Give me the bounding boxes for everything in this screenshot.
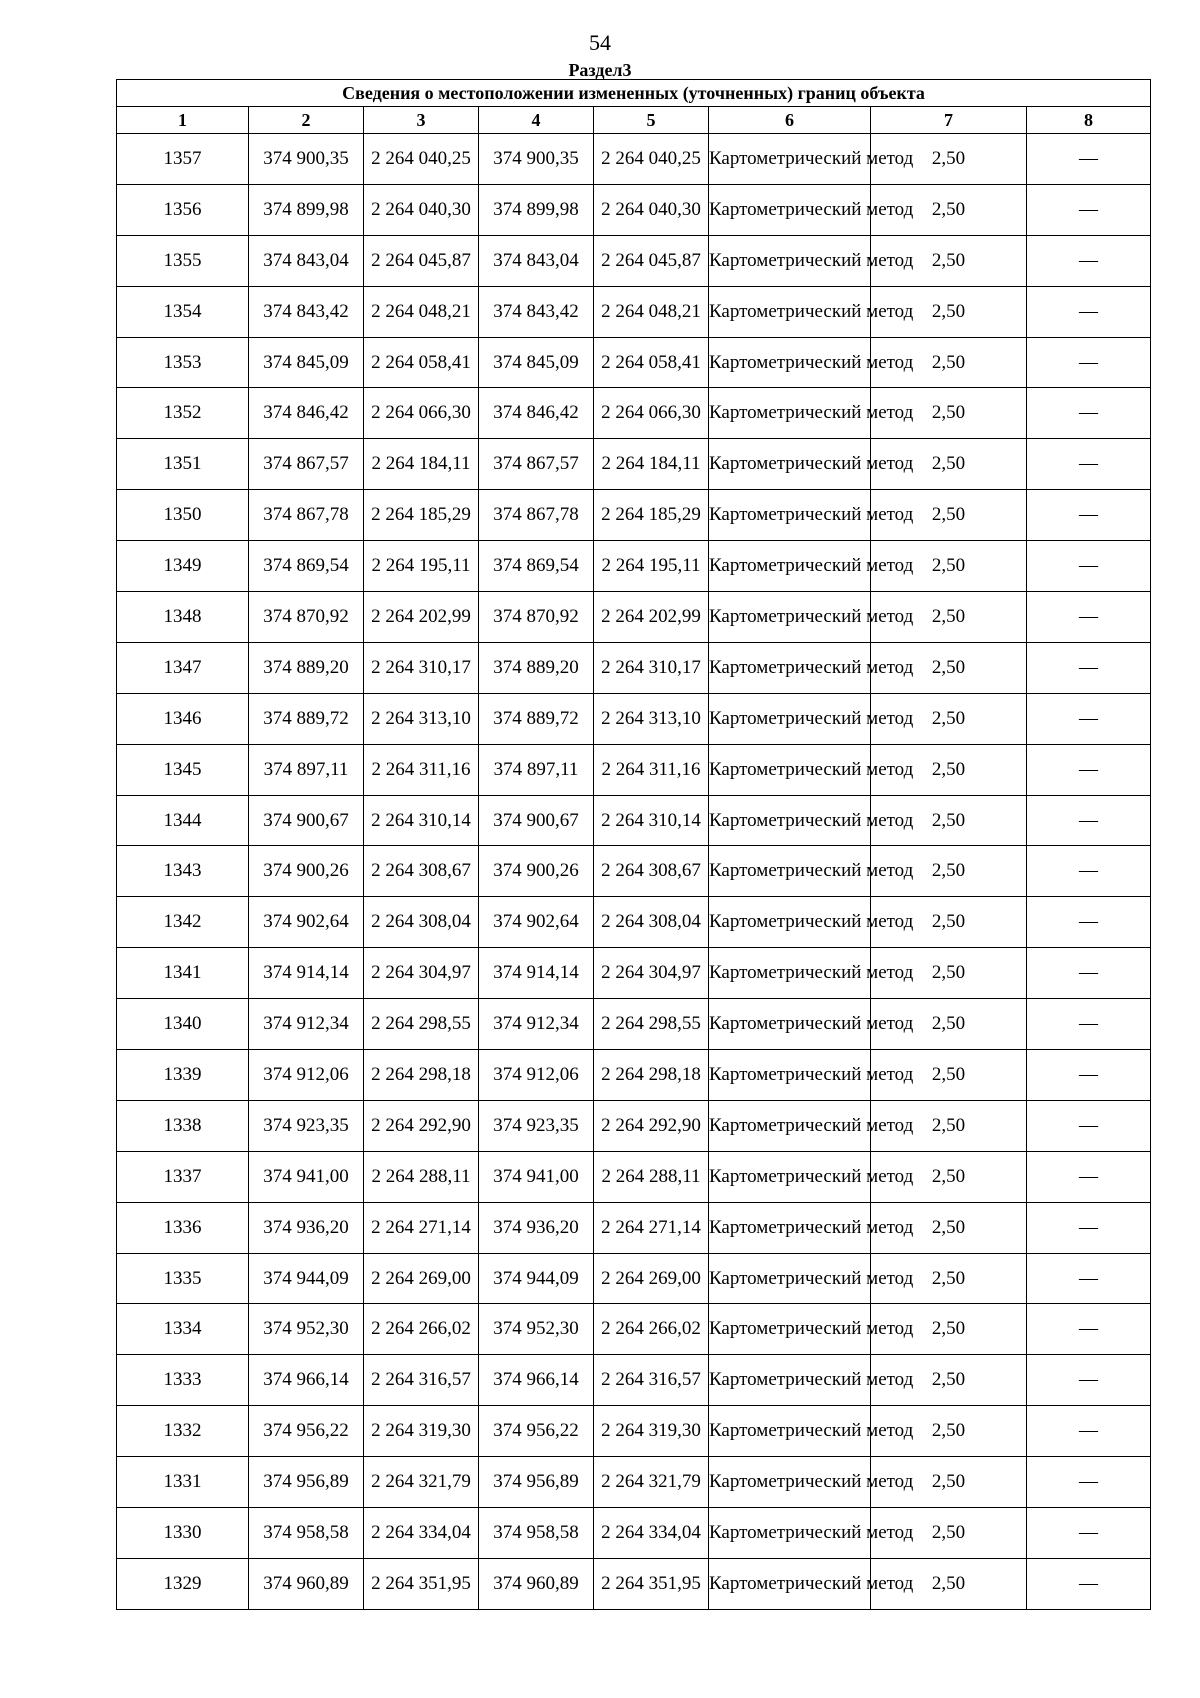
description-cell: — xyxy=(1027,897,1151,948)
x-new-cell: 374 941,00 xyxy=(479,1151,594,1202)
x-new-cell: 374 944,09 xyxy=(479,1253,594,1304)
description-cell: — xyxy=(1027,1457,1151,1508)
y-old-cell: 2 264 045,87 xyxy=(364,235,479,286)
x-new-cell: 374 900,35 xyxy=(479,134,594,185)
accuracy-cell: 2,50 xyxy=(871,134,1027,185)
y-new-cell: 2 264 313,10 xyxy=(594,693,709,744)
table-row xyxy=(117,337,1151,388)
method-cell: Картометрический метод xyxy=(709,1100,871,1151)
method-cell: Картометрический метод xyxy=(709,1304,871,1355)
y-old-cell: 2 264 304,97 xyxy=(364,948,479,999)
table-row xyxy=(117,439,1151,490)
accuracy-cell: 2,50 xyxy=(871,897,1027,948)
y-old-cell: 2 264 319,30 xyxy=(364,1406,479,1457)
column-header: 3 xyxy=(364,107,479,134)
x-old-cell: 374 843,42 xyxy=(249,286,364,337)
point-number-cell: 1335 xyxy=(117,1253,249,1304)
y-new-cell: 2 264 045,87 xyxy=(594,235,709,286)
description-cell: — xyxy=(1027,490,1151,541)
point-number-cell: 1337 xyxy=(117,1151,249,1202)
column-header: 1 xyxy=(117,107,249,134)
y-old-cell: 2 264 271,14 xyxy=(364,1202,479,1253)
x-old-cell: 374 897,11 xyxy=(249,744,364,795)
x-new-cell: 374 869,54 xyxy=(479,541,594,592)
section-title: Раздел3 xyxy=(568,60,632,80)
x-new-cell: 374 912,34 xyxy=(479,999,594,1050)
y-new-cell: 2 264 040,30 xyxy=(594,184,709,235)
y-old-cell: 2 264 321,79 xyxy=(364,1457,479,1508)
x-old-cell: 374 889,72 xyxy=(249,693,364,744)
x-new-cell: 374 889,20 xyxy=(479,642,594,693)
y-new-cell: 2 264 202,99 xyxy=(594,592,709,643)
y-new-cell: 2 264 288,11 xyxy=(594,1151,709,1202)
description-cell: — xyxy=(1027,1202,1151,1253)
method-cell: Картометрический метод xyxy=(709,337,871,388)
point-number-cell: 1340 xyxy=(117,999,249,1050)
column-header: 5 xyxy=(594,107,709,134)
x-old-cell: 374 843,04 xyxy=(249,235,364,286)
y-new-cell: 2 264 040,25 xyxy=(594,134,709,185)
table-row xyxy=(117,1508,1151,1559)
y-new-cell: 2 264 319,30 xyxy=(594,1406,709,1457)
table-row xyxy=(117,490,1151,541)
method-cell: Картометрический метод xyxy=(709,541,871,592)
point-number-cell: 1332 xyxy=(117,1406,249,1457)
x-new-cell: 374 923,35 xyxy=(479,1100,594,1151)
table-row xyxy=(117,235,1151,286)
y-old-cell: 2 264 269,00 xyxy=(364,1253,479,1304)
y-new-cell: 2 264 321,79 xyxy=(594,1457,709,1508)
point-number-cell: 1351 xyxy=(117,439,249,490)
column-header: 4 xyxy=(479,107,594,134)
page-number: 54 xyxy=(589,30,611,55)
point-number-cell: 1339 xyxy=(117,1050,249,1101)
method-cell: Картометрический метод xyxy=(709,642,871,693)
x-old-cell: 374 846,42 xyxy=(249,388,364,439)
point-number-cell: 1344 xyxy=(117,795,249,846)
method-cell: Картометрический метод xyxy=(709,999,871,1050)
y-new-cell: 2 264 351,95 xyxy=(594,1558,709,1609)
accuracy-cell: 2,50 xyxy=(871,1253,1027,1304)
x-new-cell: 374 900,26 xyxy=(479,846,594,897)
y-new-cell: 2 264 298,55 xyxy=(594,999,709,1050)
x-new-cell: 374 914,14 xyxy=(479,948,594,999)
point-number-cell: 1338 xyxy=(117,1100,249,1151)
description-cell: — xyxy=(1027,235,1151,286)
x-old-cell: 374 966,14 xyxy=(249,1355,364,1406)
x-old-cell: 374 899,98 xyxy=(249,184,364,235)
method-cell: Картометрический метод xyxy=(709,1253,871,1304)
method-cell: Картометрический метод xyxy=(709,897,871,948)
table-row xyxy=(117,1304,1151,1355)
description-cell: — xyxy=(1027,948,1151,999)
accuracy-cell: 2,50 xyxy=(871,642,1027,693)
method-cell: Картометрический метод xyxy=(709,693,871,744)
method-cell: Картометрический метод xyxy=(709,1457,871,1508)
y-new-cell: 2 264 266,02 xyxy=(594,1304,709,1355)
y-old-cell: 2 264 334,04 xyxy=(364,1508,479,1559)
y-new-cell: 2 264 308,04 xyxy=(594,897,709,948)
description-cell: — xyxy=(1027,1100,1151,1151)
description-cell: — xyxy=(1027,439,1151,490)
x-old-cell: 374 960,89 xyxy=(249,1558,364,1609)
description-cell: — xyxy=(1027,642,1151,693)
table-caption: Сведения о местоположении измененных (уточненных) границ объекта xyxy=(117,80,1151,107)
x-new-cell: 374 897,11 xyxy=(479,744,594,795)
y-new-cell: 2 264 184,11 xyxy=(594,439,709,490)
description-cell: — xyxy=(1027,999,1151,1050)
accuracy-cell: 2,50 xyxy=(871,846,1027,897)
column-header: 2 xyxy=(249,107,364,134)
y-new-cell: 2 264 316,57 xyxy=(594,1355,709,1406)
y-old-cell: 2 264 310,17 xyxy=(364,642,479,693)
table-row xyxy=(117,795,1151,846)
y-old-cell: 2 264 298,55 xyxy=(364,999,479,1050)
description-cell: — xyxy=(1027,1304,1151,1355)
description-cell: — xyxy=(1027,1050,1151,1101)
x-old-cell: 374 936,20 xyxy=(249,1202,364,1253)
y-new-cell: 2 264 304,97 xyxy=(594,948,709,999)
table-row xyxy=(117,1457,1151,1508)
table-row xyxy=(117,592,1151,643)
point-number-cell: 1343 xyxy=(117,846,249,897)
y-old-cell: 2 264 288,11 xyxy=(364,1151,479,1202)
method-cell: Картометрический метод xyxy=(709,490,871,541)
accuracy-cell: 2,50 xyxy=(871,1151,1027,1202)
x-old-cell: 374 956,89 xyxy=(249,1457,364,1508)
x-old-cell: 374 867,57 xyxy=(249,439,364,490)
description-cell: — xyxy=(1027,1355,1151,1406)
accuracy-cell: 2,50 xyxy=(871,184,1027,235)
method-cell: Картометрический метод xyxy=(709,1202,871,1253)
point-number-cell: 1352 xyxy=(117,388,249,439)
x-old-cell: 374 952,30 xyxy=(249,1304,364,1355)
x-old-cell: 374 912,34 xyxy=(249,999,364,1050)
accuracy-cell: 2,50 xyxy=(871,439,1027,490)
table-row xyxy=(117,693,1151,744)
x-new-cell: 374 843,42 xyxy=(479,286,594,337)
description-cell: — xyxy=(1027,1558,1151,1609)
table-row xyxy=(117,948,1151,999)
method-cell: Картометрический метод xyxy=(709,286,871,337)
accuracy-cell: 2,50 xyxy=(871,592,1027,643)
x-old-cell: 374 941,00 xyxy=(249,1151,364,1202)
x-new-cell: 374 899,98 xyxy=(479,184,594,235)
y-old-cell: 2 264 066,30 xyxy=(364,388,479,439)
table-row xyxy=(117,1355,1151,1406)
y-old-cell: 2 264 185,29 xyxy=(364,490,479,541)
x-old-cell: 374 870,92 xyxy=(249,592,364,643)
y-old-cell: 2 264 310,14 xyxy=(364,795,479,846)
description-cell: — xyxy=(1027,693,1151,744)
x-new-cell: 374 902,64 xyxy=(479,897,594,948)
y-old-cell: 2 264 311,16 xyxy=(364,744,479,795)
y-old-cell: 2 264 202,99 xyxy=(364,592,479,643)
y-old-cell: 2 264 313,10 xyxy=(364,693,479,744)
method-cell: Картометрический метод xyxy=(709,184,871,235)
y-new-cell: 2 264 195,11 xyxy=(594,541,709,592)
y-new-cell: 2 264 308,67 xyxy=(594,846,709,897)
accuracy-cell: 2,50 xyxy=(871,693,1027,744)
y-new-cell: 2 264 311,16 xyxy=(594,744,709,795)
x-old-cell: 374 914,14 xyxy=(249,948,364,999)
method-cell: Картометрический метод xyxy=(709,948,871,999)
x-new-cell: 374 958,58 xyxy=(479,1508,594,1559)
description-cell: — xyxy=(1027,1406,1151,1457)
accuracy-cell: 2,50 xyxy=(871,1050,1027,1101)
method-cell: Картометрический метод xyxy=(709,1355,871,1406)
table-row xyxy=(117,286,1151,337)
method-cell: Картометрический метод xyxy=(709,388,871,439)
y-new-cell: 2 264 334,04 xyxy=(594,1508,709,1559)
x-old-cell: 374 845,09 xyxy=(249,337,364,388)
description-cell: — xyxy=(1027,134,1151,185)
x-old-cell: 374 900,26 xyxy=(249,846,364,897)
x-new-cell: 374 843,04 xyxy=(479,235,594,286)
column-header: 6 xyxy=(709,107,871,134)
x-old-cell: 374 958,58 xyxy=(249,1508,364,1559)
y-old-cell: 2 264 040,30 xyxy=(364,184,479,235)
table-row xyxy=(117,1100,1151,1151)
y-new-cell: 2 264 292,90 xyxy=(594,1100,709,1151)
point-number-cell: 1349 xyxy=(117,541,249,592)
y-old-cell: 2 264 266,02 xyxy=(364,1304,479,1355)
table-row xyxy=(117,744,1151,795)
x-old-cell: 374 869,54 xyxy=(249,541,364,592)
x-new-cell: 374 912,06 xyxy=(479,1050,594,1101)
point-number-cell: 1333 xyxy=(117,1355,249,1406)
method-cell: Картометрический метод xyxy=(709,1151,871,1202)
description-cell: — xyxy=(1027,1151,1151,1202)
table-row xyxy=(117,388,1151,439)
accuracy-cell: 2,50 xyxy=(871,1202,1027,1253)
point-number-cell: 1345 xyxy=(117,744,249,795)
accuracy-cell: 2,50 xyxy=(871,541,1027,592)
table-row xyxy=(117,1151,1151,1202)
y-old-cell: 2 264 048,21 xyxy=(364,286,479,337)
description-cell: — xyxy=(1027,795,1151,846)
method-cell: Картометрический метод xyxy=(709,795,871,846)
description-cell: — xyxy=(1027,1508,1151,1559)
y-old-cell: 2 264 058,41 xyxy=(364,337,479,388)
point-number-cell: 1356 xyxy=(117,184,249,235)
point-number-cell: 1342 xyxy=(117,897,249,948)
method-cell: Картометрический метод xyxy=(709,744,871,795)
table-row xyxy=(117,897,1151,948)
method-cell: Картометрический метод xyxy=(709,592,871,643)
x-new-cell: 374 956,22 xyxy=(479,1406,594,1457)
x-new-cell: 374 867,57 xyxy=(479,439,594,490)
y-new-cell: 2 264 185,29 xyxy=(594,490,709,541)
x-old-cell: 374 956,22 xyxy=(249,1406,364,1457)
x-new-cell: 374 956,89 xyxy=(479,1457,594,1508)
method-cell: Картометрический метод xyxy=(709,1050,871,1101)
table-body xyxy=(117,134,1151,1610)
table-row xyxy=(117,541,1151,592)
y-old-cell: 2 264 184,11 xyxy=(364,439,479,490)
description-cell: — xyxy=(1027,592,1151,643)
table-row xyxy=(117,1558,1151,1609)
description-cell: — xyxy=(1027,541,1151,592)
column-header: 8 xyxy=(1027,107,1151,134)
y-old-cell: 2 264 308,67 xyxy=(364,846,479,897)
column-header-row xyxy=(117,107,1151,134)
point-number-cell: 1334 xyxy=(117,1304,249,1355)
x-new-cell: 374 870,92 xyxy=(479,592,594,643)
accuracy-cell: 2,50 xyxy=(871,795,1027,846)
method-cell: Картометрический метод xyxy=(709,1508,871,1559)
description-cell: — xyxy=(1027,388,1151,439)
x-new-cell: 374 845,09 xyxy=(479,337,594,388)
accuracy-cell: 2,50 xyxy=(871,235,1027,286)
accuracy-cell: 2,50 xyxy=(871,490,1027,541)
accuracy-cell: 2,50 xyxy=(871,999,1027,1050)
y-old-cell: 2 264 316,57 xyxy=(364,1355,479,1406)
description-cell: — xyxy=(1027,1253,1151,1304)
accuracy-cell: 2,50 xyxy=(871,1558,1027,1609)
point-number-cell: 1341 xyxy=(117,948,249,999)
y-new-cell: 2 264 066,30 xyxy=(594,388,709,439)
point-number-cell: 1353 xyxy=(117,337,249,388)
method-cell: Картометрический метод xyxy=(709,439,871,490)
accuracy-cell: 2,50 xyxy=(871,1457,1027,1508)
x-old-cell: 374 912,06 xyxy=(249,1050,364,1101)
x-old-cell: 374 889,20 xyxy=(249,642,364,693)
y-old-cell: 2 264 298,18 xyxy=(364,1050,479,1101)
table-caption-row xyxy=(117,80,1151,107)
point-number-cell: 1347 xyxy=(117,642,249,693)
point-number-cell: 1346 xyxy=(117,693,249,744)
accuracy-cell: 2,50 xyxy=(871,388,1027,439)
y-new-cell: 2 264 271,14 xyxy=(594,1202,709,1253)
y-new-cell: 2 264 310,17 xyxy=(594,642,709,693)
table-row xyxy=(117,999,1151,1050)
description-cell: — xyxy=(1027,744,1151,795)
y-new-cell: 2 264 310,14 xyxy=(594,795,709,846)
point-number-cell: 1329 xyxy=(117,1558,249,1609)
y-new-cell: 2 264 058,41 xyxy=(594,337,709,388)
column-header: 7 xyxy=(871,107,1027,134)
point-number-cell: 1357 xyxy=(117,134,249,185)
point-number-cell: 1331 xyxy=(117,1457,249,1508)
coordinates-table xyxy=(116,79,1151,1610)
description-cell: — xyxy=(1027,337,1151,388)
table-row xyxy=(117,1202,1151,1253)
table-row xyxy=(117,642,1151,693)
y-old-cell: 2 264 351,95 xyxy=(364,1558,479,1609)
accuracy-cell: 2,50 xyxy=(871,1355,1027,1406)
point-number-cell: 1350 xyxy=(117,490,249,541)
y-old-cell: 2 264 292,90 xyxy=(364,1100,479,1151)
description-cell: — xyxy=(1027,184,1151,235)
table-row xyxy=(117,846,1151,897)
accuracy-cell: 2,50 xyxy=(871,1406,1027,1457)
description-cell: — xyxy=(1027,286,1151,337)
x-old-cell: 374 900,35 xyxy=(249,134,364,185)
accuracy-cell: 2,50 xyxy=(871,744,1027,795)
accuracy-cell: 2,50 xyxy=(871,1508,1027,1559)
x-new-cell: 374 966,14 xyxy=(479,1355,594,1406)
x-new-cell: 374 846,42 xyxy=(479,388,594,439)
point-number-cell: 1330 xyxy=(117,1508,249,1559)
x-old-cell: 374 900,67 xyxy=(249,795,364,846)
x-old-cell: 374 902,64 xyxy=(249,897,364,948)
x-new-cell: 374 952,30 xyxy=(479,1304,594,1355)
y-old-cell: 2 264 195,11 xyxy=(364,541,479,592)
table-row xyxy=(117,1253,1151,1304)
accuracy-cell: 2,50 xyxy=(871,948,1027,999)
table-row xyxy=(117,1050,1151,1101)
table-row xyxy=(117,184,1151,235)
x-new-cell: 374 936,20 xyxy=(479,1202,594,1253)
accuracy-cell: 2,50 xyxy=(871,1304,1027,1355)
method-cell: Картометрический метод xyxy=(709,235,871,286)
method-cell: Картометрический метод xyxy=(709,1406,871,1457)
x-new-cell: 374 889,72 xyxy=(479,693,594,744)
y-new-cell: 2 264 298,18 xyxy=(594,1050,709,1101)
table-row xyxy=(117,1406,1151,1457)
point-number-cell: 1354 xyxy=(117,286,249,337)
y-old-cell: 2 264 308,04 xyxy=(364,897,479,948)
point-number-cell: 1348 xyxy=(117,592,249,643)
description-cell: — xyxy=(1027,846,1151,897)
y-old-cell: 2 264 040,25 xyxy=(364,134,479,185)
y-new-cell: 2 264 048,21 xyxy=(594,286,709,337)
point-number-cell: 1336 xyxy=(117,1202,249,1253)
x-new-cell: 374 900,67 xyxy=(479,795,594,846)
method-cell: Картометрический метод xyxy=(709,1558,871,1609)
method-cell: Картометрический метод xyxy=(709,846,871,897)
accuracy-cell: 2,50 xyxy=(871,286,1027,337)
accuracy-cell: 2,50 xyxy=(871,337,1027,388)
y-new-cell: 2 264 269,00 xyxy=(594,1253,709,1304)
method-cell: Картометрический метод xyxy=(709,134,871,185)
x-new-cell: 374 867,78 xyxy=(479,490,594,541)
x-old-cell: 374 944,09 xyxy=(249,1253,364,1304)
x-new-cell: 374 960,89 xyxy=(479,1558,594,1609)
x-old-cell: 374 923,35 xyxy=(249,1100,364,1151)
accuracy-cell: 2,50 xyxy=(871,1100,1027,1151)
point-number-cell: 1355 xyxy=(117,235,249,286)
table-row xyxy=(117,134,1151,185)
x-old-cell: 374 867,78 xyxy=(249,490,364,541)
